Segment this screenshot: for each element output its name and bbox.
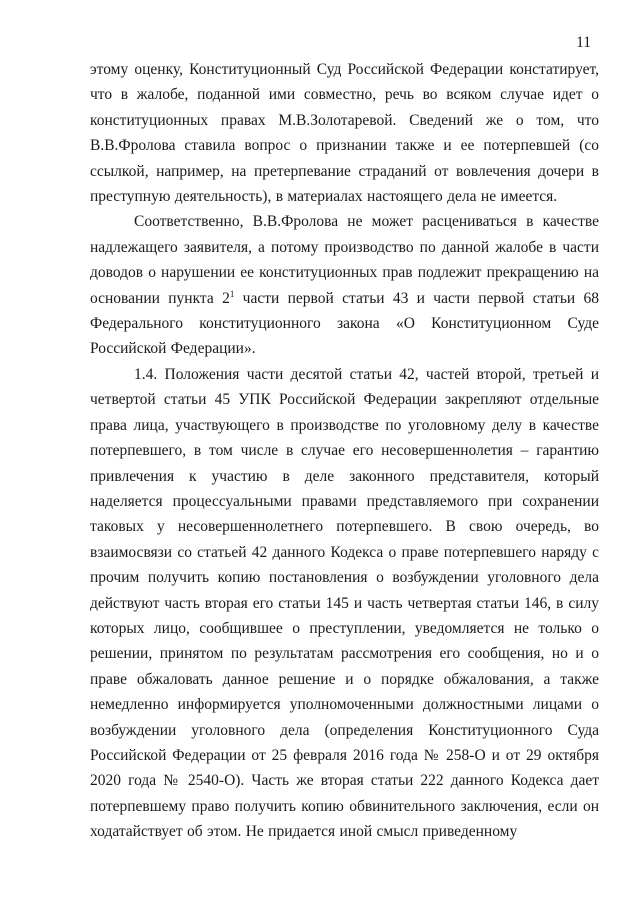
paragraph-2-text-start: Соответственно, В.В.Фролова не может расцениваться в качестве надлежащего заявителя, а потому производство по данной жалобе в части доводов о нарушении ее конституционных прав подлежит прекращению на основании пункта 2 xyxy=(90,213,599,307)
page-number: 11 xyxy=(576,34,591,51)
document-body xyxy=(90,57,599,845)
superscript-1: 1 xyxy=(229,288,235,299)
paragraph-3: 1.4. Положения части десятой статьи 42, частей второй, третьей и четвертой статьи 45 УПК Российской Федерации закрепляют отдельные права лица, участвующего в производстве по уголовному делу в качестве потерпевшего, в том числе в случае его несовершеннолетия – гарантию привлечения к участию в деле законного представителя, который наделяется процессуальными правами представляемого при сохранении таковых у несовершеннолетнего потерпевшего. В свою очередь, во взаимосвязи со статьей 42 данного Кодекса о праве потерпевшего наряду с прочим получить копию постановления о возбуждении уголовного дела действуют часть вторая его статьи 145 и часть четвертая статьи 146, в силу которых лицо, сообщившее о преступлении, уведомляется не только о решении, принятом по результатам рассмотрения его сообщения, но и о праве обжаловать данное решение и о порядке обжалования, а также немедленно информируется уполномоченными должностными лицами о возбуждении уголовного дела (определения Конституционного Суда Российской Федерации от 25 февраля 2016 года № 258-О и от 29 октября 2020 года № 2540-О). Часть же вторая статьи 222 данного Кодекса дает потерпевшему право получить копию обвинительного заключения, если он ходатайствует об этом. Не придается иной смысл приведенному xyxy=(90,365,599,841)
paragraph-2 xyxy=(90,209,599,361)
paragraph-1: этому оценку, Конституционный Суд Российской Федерации констатирует, что в жалобе, поданной ими совместно, речь во всяком случае идет о конституционных правах М.В.Золотаревой. Сведений же о том, что В.В.Фролова ставила вопрос о признании также и ее потерпевшей (со ссылкой, например, на претерпевание страданий от вовлечения дочери в преступную деятельность), в материалах настоящего дела не имеется. xyxy=(90,61,599,206)
paragraph-2-text-end: части первой статьи 43 и части первой статьи 68 Федерального конституционного закона «О Конституционном Суде Российской Федерации». xyxy=(90,289,600,358)
